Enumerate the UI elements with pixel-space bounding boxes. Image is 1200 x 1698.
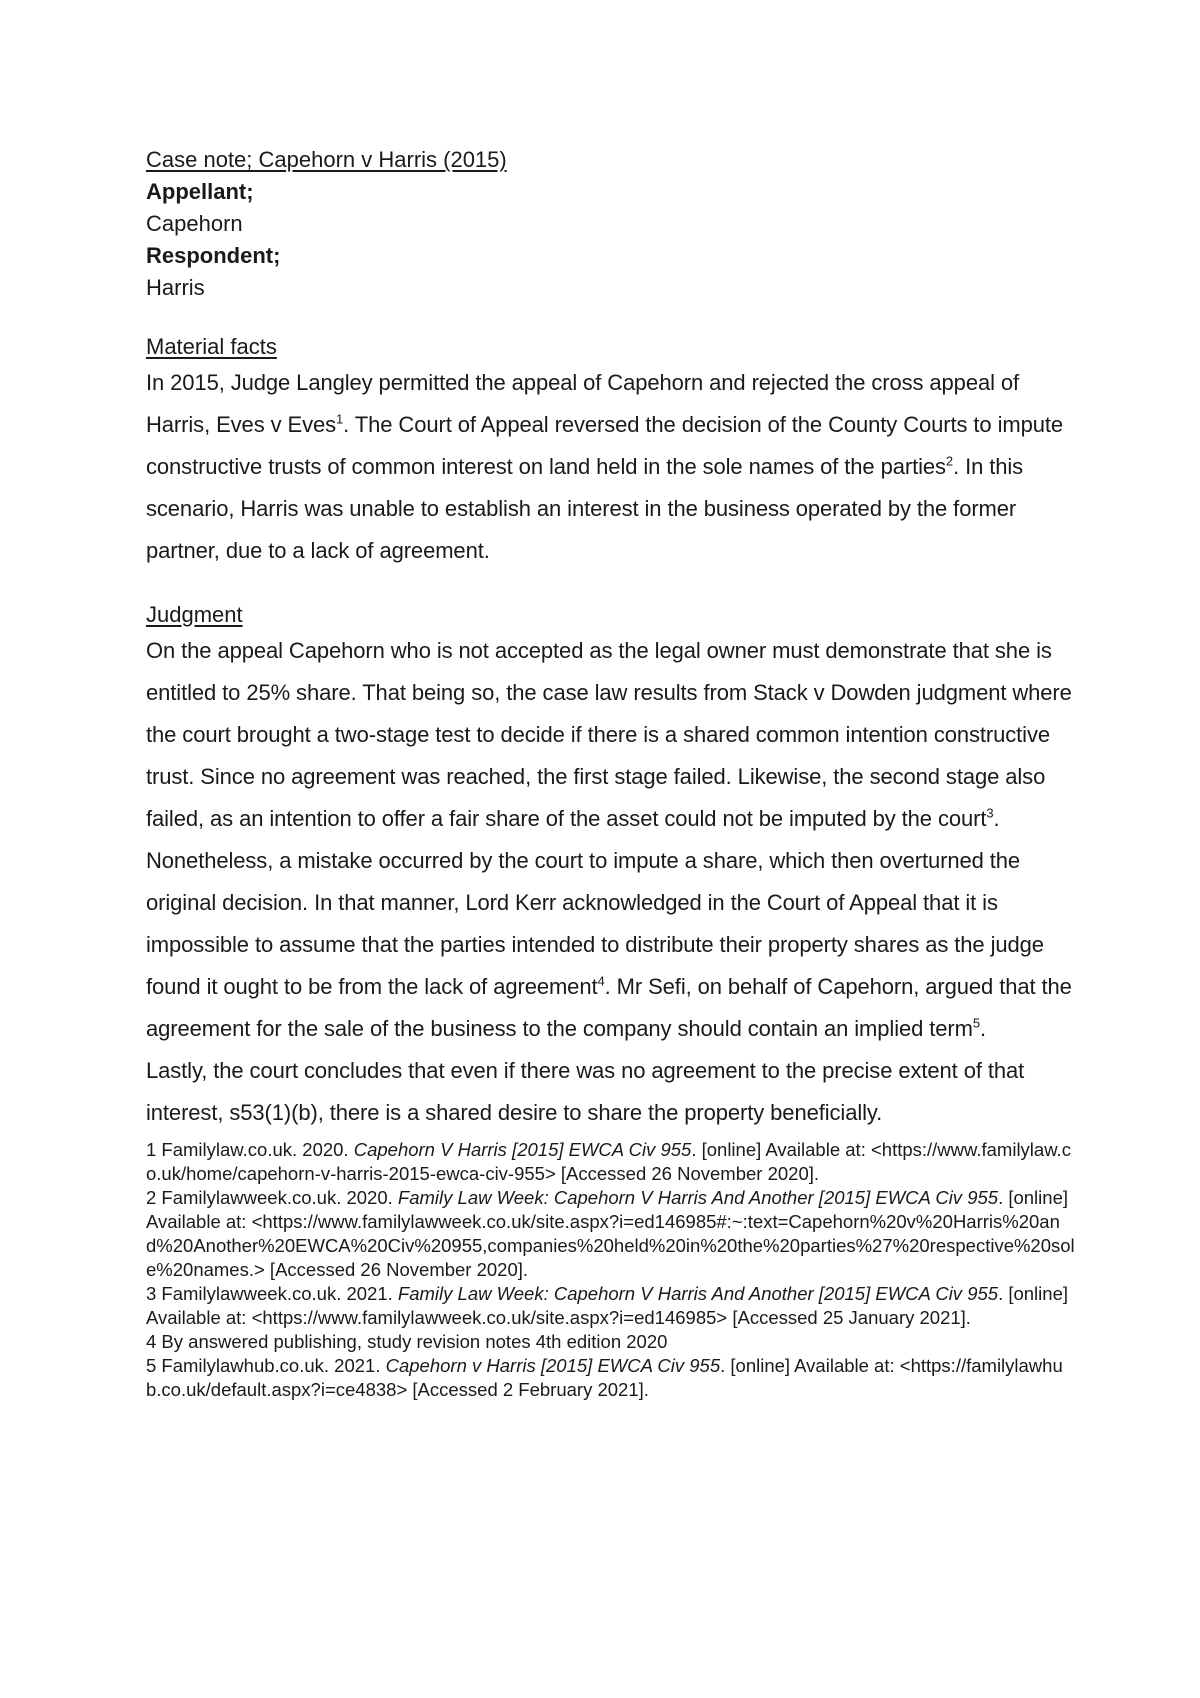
material-facts-heading: Material facts	[146, 334, 277, 359]
footnote-ref-2: 2	[945, 453, 954, 469]
footnote-3	[146, 1282, 1076, 1330]
footnote-5-title: Capehorn v Harris [2015] EWCA Civ 955	[385, 1355, 721, 1376]
appellant-name: Capehorn	[146, 211, 243, 236]
footnote-3-title: Family Law Week: Capehorn V Harris And Another [2015] EWCA Civ 955	[397, 1283, 999, 1304]
material-facts-text-a: In 2015, Judge Langley permitted the appeal of Capehorn and rejected the cross appeal of Harris, Eves v Eves	[146, 370, 1020, 437]
footnote-ref-4: 4	[597, 973, 605, 989]
footnote-2-access: . [online] Available at: <https://www.familylawweek.co.uk/site.aspx?i=ed146985#:~:text=Capehorn%20v%20Harris%20and%20Another%20EWCA%20Civ%20955,companies%20held%20in%20the%20parties%27%20respective%20sole%20names.> [Accessed 26 November 2020].	[146, 1187, 1075, 1280]
document-title: Case note; Capehorn v Harris (2015)	[146, 147, 507, 172]
footnote-1-source: 1 Familylaw.co.uk. 2020.	[146, 1139, 354, 1160]
footnote-5-access: . [online] Available at: <https://familylawhub.co.uk/default.aspx?i=ce4838> [Accessed 2 February 2021].	[146, 1355, 1063, 1400]
judgment-text-d: .	[980, 1016, 987, 1041]
footnote-2-title: Family Law Week: Capehorn V Harris And Another [2015] EWCA Civ 955	[397, 1187, 999, 1208]
judgment-text-b: . Nonetheless, a mistake occurred by the court to impute a share, which then overturned the original decision. In that manner, Lord Kerr acknowledged in the Court of Appeal that it is impossible to assume that the parties intended to distribute their property shares as the judge found it ought to be from the lack of agreement	[146, 806, 1044, 999]
judgment-heading: Judgment	[146, 602, 243, 627]
footnote-2-source: 2 Familylawweek.co.uk. 2020.	[146, 1187, 398, 1208]
footnote-1-title: Capehorn V Harris [2015] EWCA Civ 955	[353, 1139, 692, 1160]
judgment-paragraph-2: Lastly, the court concludes that even if there was no agreement to the precise extent of that interest, s53(1)(b), there is a shared desire to share the property beneficially.	[146, 1058, 1025, 1125]
footnote-5-source: 5 Familylawhub.co.uk. 2021.	[146, 1355, 386, 1376]
footnote-ref-3: 3	[986, 805, 994, 821]
material-facts-text-c: . In this scenario, Harris was unable to establish an interest in the business operated by the former partner, due to a lack of agreement.	[146, 454, 1024, 563]
appellant-label: Appellant;	[146, 179, 254, 204]
footnote-ref-1: 1	[336, 411, 344, 427]
document-page	[146, 144, 1076, 1402]
respondent-label: Respondent;	[146, 243, 281, 268]
footnotes	[146, 1138, 1076, 1402]
judgment-paragraph-1	[146, 630, 1076, 1050]
footnote-1	[146, 1138, 1076, 1186]
material-facts-text-b: . The Court of Appeal reversed the decision of the County Courts to impute constructive trusts of common interest on land held in the sole names of the parties	[146, 412, 1063, 479]
judgment-text-c: . Mr Sefi, on behalf of Capehorn, argued that the agreement for the sale of the business to the company should contain an implied term	[146, 974, 1072, 1041]
footnote-4	[146, 1330, 1076, 1354]
footnote-2	[146, 1186, 1076, 1282]
footnote-3-source: 3 Familylawweek.co.uk. 2021.	[146, 1283, 398, 1304]
footnote-1-access: . [online] Available at: <https://www.familylaw.co.uk/home/capehorn-v-harris-2015-ewca-civ-955> [Accessed 26 November 2020].	[146, 1139, 1071, 1184]
footnote-3-access: . [online] Available at: <https://www.familylawweek.co.uk/site.aspx?i=ed146985> [Accessed 25 January 2021].	[146, 1283, 1068, 1328]
footnote-ref-5: 5	[972, 1015, 981, 1031]
footnote-5	[146, 1354, 1076, 1402]
footnote-4-source: 4 By answered publishing, study revision notes 4th edition 2020	[146, 1331, 668, 1352]
material-facts-paragraph	[146, 362, 1076, 572]
judgment-text-a: On the appeal Capehorn who is not accepted as the legal owner must demonstrate that she is entitled to 25% share. That being so, the case law results from Stack v Dowden judgment where the court brought a two-stage test to decide if there is a shared common intention constructive trust. Since no agreement was reached, the first stage failed. Likewise, the second stage also failed, as an intention to offer a fair share of the asset could not be imputed by the court	[146, 638, 1072, 831]
respondent-name: Harris	[146, 275, 205, 300]
